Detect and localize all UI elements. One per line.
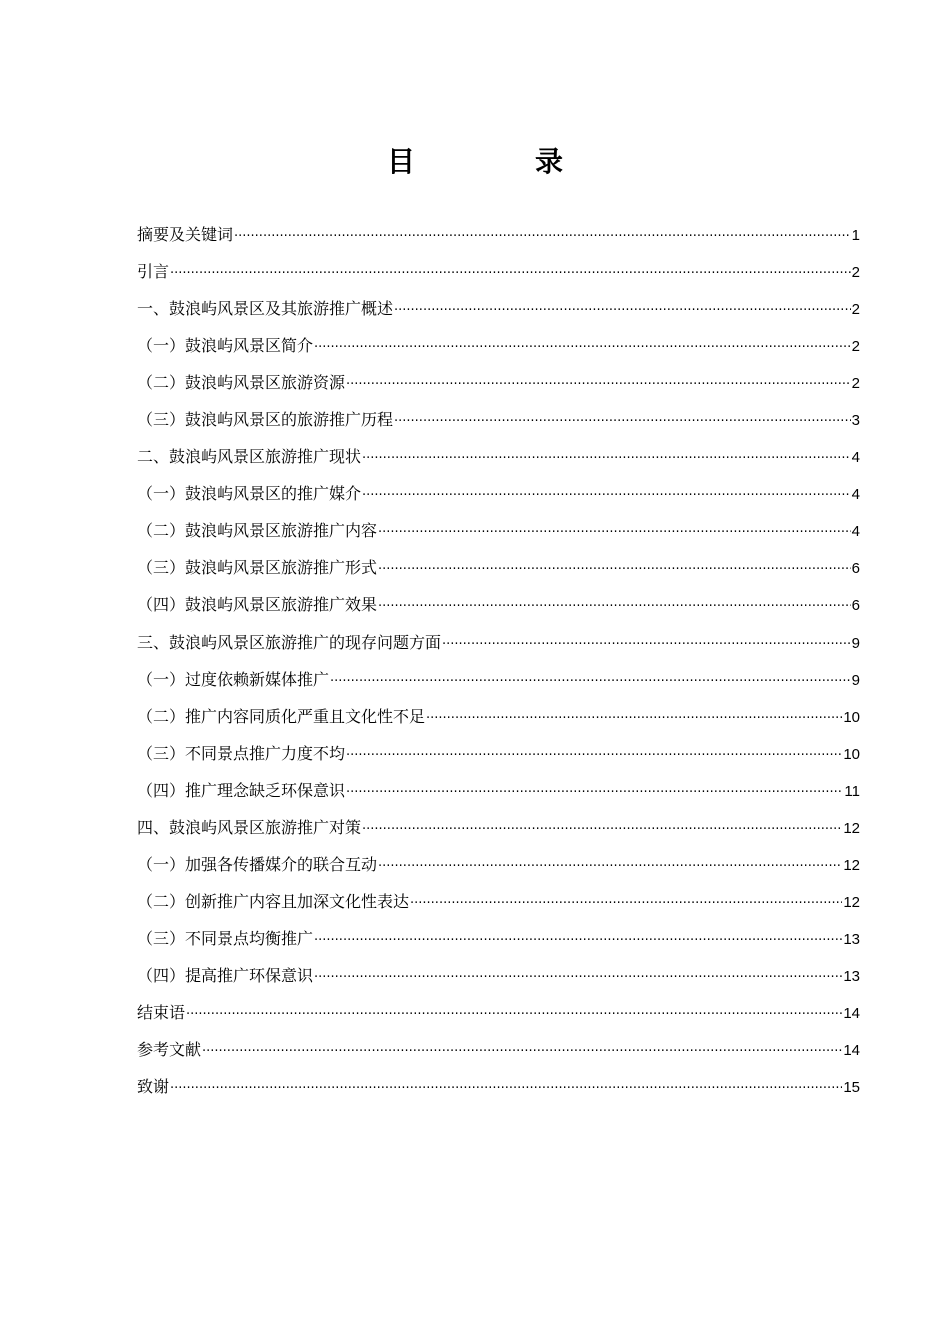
toc-leader-dots bbox=[426, 700, 842, 737]
toc-entry-page: 13 bbox=[843, 930, 860, 948]
toc-entry-page: 9 bbox=[851, 671, 860, 689]
toc-entry-page: 13 bbox=[843, 967, 860, 985]
toc-entry-page: 4 bbox=[851, 486, 860, 504]
toc-entry-page: 15 bbox=[843, 1079, 860, 1097]
toc-entry-page: 3 bbox=[851, 412, 860, 430]
toc-entry[interactable] bbox=[137, 327, 860, 364]
toc-entry[interactable] bbox=[137, 1031, 860, 1068]
toc-entry[interactable] bbox=[137, 661, 860, 698]
toc-entry-label: 结束语 bbox=[137, 1002, 186, 1022]
toc-entry-label: （四）鼓浪屿风景区旅游推广效果 bbox=[137, 595, 378, 615]
toc-entry[interactable] bbox=[137, 475, 860, 512]
toc-entry-page: 11 bbox=[844, 782, 860, 800]
toc-entry-label: （一）加强各传播媒介的联合互动 bbox=[137, 854, 378, 874]
toc-entry-label: 致谢 bbox=[137, 1077, 170, 1097]
toc-entry-page: 10 bbox=[843, 745, 860, 763]
toc-leader-dots bbox=[394, 403, 851, 440]
toc-entry-label: 引言 bbox=[137, 262, 170, 282]
toc-leader-dots bbox=[378, 514, 851, 551]
toc-entry-page: 2 bbox=[851, 264, 860, 282]
toc-leader-dots bbox=[170, 255, 851, 292]
toc-entry-label: 二、鼓浪屿风景区旅游推广现状 bbox=[137, 447, 362, 467]
toc-entry[interactable] bbox=[137, 290, 860, 327]
toc-leader-dots bbox=[314, 329, 851, 366]
toc-entry-label: （四）提高推广环保意识 bbox=[137, 965, 314, 985]
toc-entry-label: 摘要及关键词 bbox=[137, 225, 234, 244]
toc-leader-dots bbox=[362, 477, 851, 514]
toc-leader-dots bbox=[346, 366, 851, 403]
toc-entry-label: （二）鼓浪屿风景区旅游推广内容 bbox=[137, 521, 378, 541]
toc-leader-dots bbox=[394, 292, 851, 329]
toc-entry-label: 一、鼓浪屿风景区及其旅游推广概述 bbox=[137, 299, 394, 319]
toc-entry[interactable] bbox=[137, 957, 860, 994]
toc-leader-dots bbox=[362, 440, 851, 477]
toc-entry-page: 9 bbox=[851, 634, 860, 652]
toc-entry-page: 6 bbox=[851, 597, 860, 615]
toc-entry[interactable] bbox=[137, 920, 860, 957]
toc-entry-label: （一）过度依赖新媒体推广 bbox=[137, 669, 330, 689]
toc-entry-page: 1 bbox=[851, 227, 860, 244]
toc-entry[interactable] bbox=[137, 735, 860, 772]
toc-entry[interactable] bbox=[137, 772, 860, 809]
toc-entry[interactable] bbox=[137, 549, 860, 586]
toc-entry-page: 4 bbox=[851, 523, 860, 541]
toc-entry-label: （三）鼓浪屿风景区旅游推广形式 bbox=[137, 558, 378, 578]
toc-entry-label: （三）鼓浪屿风景区的旅游推广历程 bbox=[137, 410, 394, 430]
toc-leader-dots bbox=[234, 218, 851, 255]
toc-entry[interactable] bbox=[137, 364, 860, 401]
toc-entry[interactable] bbox=[137, 438, 860, 475]
toc-leader-dots bbox=[314, 922, 842, 959]
toc-leader-dots bbox=[442, 626, 851, 663]
toc-leader-dots bbox=[314, 959, 842, 996]
table-of-contents bbox=[137, 216, 860, 1105]
toc-entry[interactable] bbox=[137, 883, 860, 920]
toc-leader-dots bbox=[346, 737, 842, 774]
toc-leader-dots bbox=[378, 588, 851, 625]
toc-entry-page: 2 bbox=[851, 301, 860, 319]
toc-entry[interactable] bbox=[137, 994, 860, 1031]
toc-entry-label: 三、鼓浪屿风景区旅游推广的现存问题方面 bbox=[137, 632, 442, 652]
toc-entry-label: （四）推广理念缺乏环保意识 bbox=[137, 780, 346, 800]
toc-entry[interactable] bbox=[137, 401, 860, 438]
toc-entry-page: 4 bbox=[851, 449, 860, 467]
toc-entry[interactable] bbox=[137, 216, 860, 253]
toc-entry-label: （一）鼓浪屿风景区的推广媒介 bbox=[137, 484, 362, 504]
toc-entry[interactable] bbox=[137, 512, 860, 549]
toc-entry-label: 四、鼓浪屿风景区旅游推广对策 bbox=[137, 817, 362, 837]
toc-entry[interactable] bbox=[137, 586, 860, 623]
toc-entry[interactable] bbox=[137, 253, 860, 290]
page-title: 目 录 bbox=[386, 145, 609, 178]
toc-entry-page: 12 bbox=[843, 819, 860, 837]
toc-entry-label: （二）创新推广内容且加深文化性表达 bbox=[137, 891, 410, 911]
toc-entry-page: 14 bbox=[843, 1042, 860, 1060]
toc-entry-page: 12 bbox=[843, 856, 860, 874]
toc-entry-page: 12 bbox=[843, 893, 860, 911]
toc-entry[interactable] bbox=[137, 809, 860, 846]
toc-entry[interactable] bbox=[137, 1068, 860, 1105]
toc-leader-dots bbox=[378, 551, 851, 588]
toc-leader-dots bbox=[330, 663, 851, 700]
toc-leader-dots bbox=[378, 848, 842, 885]
toc-entry-label: （二）推广内容同质化严重且文化性不足 bbox=[137, 706, 426, 726]
toc-entry-page: 10 bbox=[843, 708, 860, 726]
toc-entry-page: 14 bbox=[843, 1004, 860, 1022]
toc-entry-page: 2 bbox=[851, 375, 860, 393]
toc-leader-dots bbox=[186, 996, 842, 1033]
toc-entry-label: 参考文献 bbox=[137, 1040, 202, 1060]
toc-entry-page: 6 bbox=[851, 560, 860, 578]
toc-entry-label: （三）不同景点均衡推广 bbox=[137, 928, 314, 948]
toc-leader-dots bbox=[346, 774, 843, 811]
toc-entry-label: （二）鼓浪屿风景区旅游资源 bbox=[137, 373, 346, 393]
toc-leader-dots bbox=[202, 1033, 842, 1070]
toc-entry[interactable] bbox=[137, 698, 860, 735]
toc-leader-dots bbox=[170, 1070, 842, 1107]
toc-leader-dots bbox=[362, 811, 842, 848]
toc-entry[interactable] bbox=[137, 846, 860, 883]
toc-leader-dots bbox=[410, 885, 842, 922]
toc-entry-label: （一）鼓浪屿风景区简介 bbox=[137, 336, 314, 356]
toc-entry[interactable] bbox=[137, 624, 860, 661]
toc-entry-label: （三）不同景点推广力度不均 bbox=[137, 743, 346, 763]
toc-entry-page: 2 bbox=[851, 338, 860, 356]
